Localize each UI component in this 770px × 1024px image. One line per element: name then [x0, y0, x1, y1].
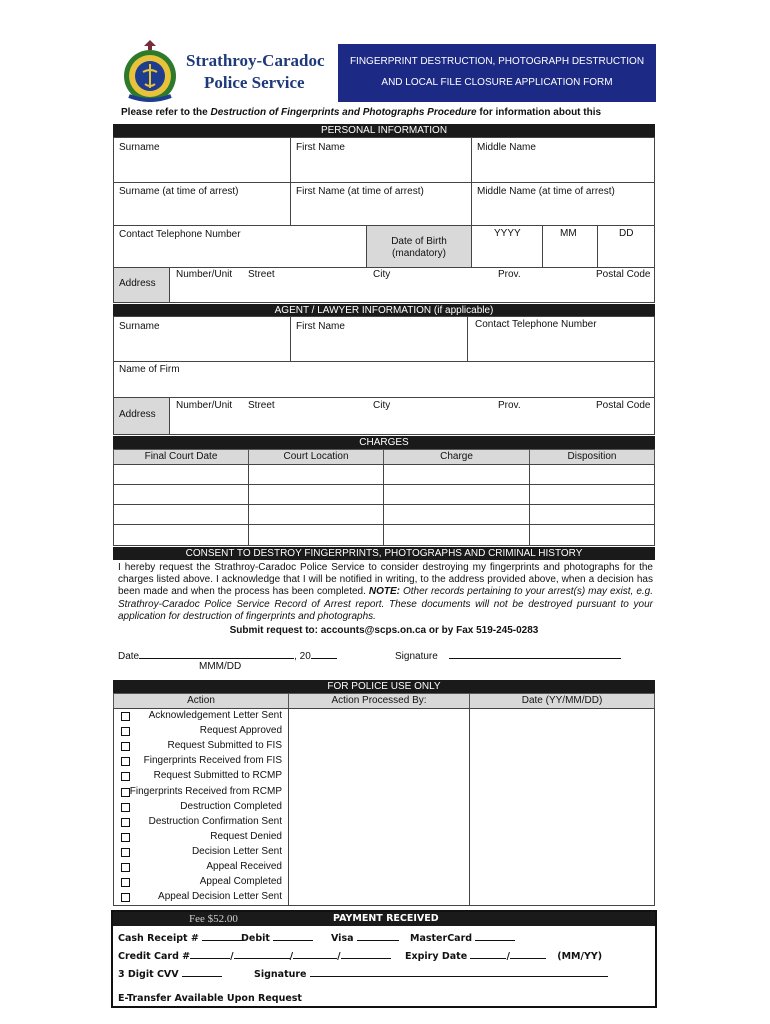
- agent-surname-field[interactable]: [113, 316, 291, 362]
- consent-signature-row: [395, 649, 621, 662]
- charges-row-4-date[interactable]: [113, 524, 249, 546]
- middle-name-arrest-label: Middle Name (at time of arrest): [477, 186, 615, 197]
- firm-name-label: Name of Firm: [119, 364, 180, 375]
- consent-text: I hereby request the Strathroy-Caradoc Police Service to consider destroying my fingerprints and photographs for the charges listed above. I acknowledge that I will be notified in writing, to the address provided above, when a decision has been made and when the process has been completed.: [118, 562, 653, 598]
- first-name-label: First Name: [296, 142, 345, 153]
- form-title-banner: [338, 44, 656, 102]
- payment-row-1: [118, 931, 244, 944]
- police-actions-divider-2: [469, 708, 470, 906]
- action-processed-by-field[interactable]: [290, 755, 468, 769]
- instruction-text: [121, 107, 601, 118]
- dob-label-line1: Date of Birth: [391, 236, 447, 247]
- action-label: Request Submitted to FIS: [167, 740, 282, 751]
- dob-day-field[interactable]: [597, 225, 655, 268]
- contact-phone-label: Contact Telephone Number: [119, 229, 241, 240]
- firm-name-field[interactable]: [113, 361, 655, 398]
- consent-submit-line: Submit request to: accounts@scps.on.ca or by Fax 519-245-0283: [229, 625, 539, 636]
- contact-phone-field[interactable]: [113, 225, 367, 268]
- debit-input[interactable]: [273, 931, 313, 941]
- charges-row-4-disposition[interactable]: [529, 524, 655, 546]
- first-name-field[interactable]: [290, 137, 472, 183]
- etransfer-note: E-Transfer Available Upon Request: [118, 993, 302, 1004]
- agent-phone-field[interactable]: [467, 316, 655, 362]
- action-date-field[interactable]: [471, 755, 653, 769]
- action-checkbox[interactable]: [121, 863, 130, 872]
- action-checkbox[interactable]: [121, 848, 130, 857]
- agent-address-label: Address: [119, 409, 156, 420]
- payment-row-2: [118, 949, 391, 962]
- action-processed-by-field[interactable]: [290, 861, 468, 875]
- agent-first-name-field[interactable]: [290, 316, 468, 362]
- credit-card-input-1[interactable]: [190, 949, 230, 959]
- payment-row-3: [118, 967, 222, 980]
- expiry-sep: /: [506, 951, 510, 962]
- action-date-field[interactable]: [471, 710, 653, 724]
- action-date-field[interactable]: [471, 891, 653, 905]
- charges-row-2-charge[interactable]: [383, 484, 530, 505]
- credit-card-input-3[interactable]: [293, 949, 337, 959]
- personal-info-bar: PERSONAL INFORMATION: [113, 124, 655, 137]
- action-label: Request Approved: [199, 725, 282, 736]
- middle-name-label: Middle Name: [477, 142, 536, 153]
- action-date-field[interactable]: [471, 801, 653, 815]
- action-label: Request Denied: [210, 831, 282, 842]
- consent-signature-input[interactable]: [449, 649, 621, 659]
- action-label: Appeal Decision Letter Sent: [158, 891, 282, 902]
- middle-name-arrest-field[interactable]: [471, 182, 655, 226]
- action-label: Appeal Completed: [199, 876, 282, 887]
- action-checkbox[interactable]: [121, 742, 130, 751]
- charges-row-2-location[interactable]: [248, 484, 384, 505]
- action-label: Decision Letter Sent: [191, 846, 282, 857]
- credit-card-input-2[interactable]: [234, 949, 290, 959]
- first-name-arrest-field[interactable]: [290, 182, 472, 226]
- visa-group: [331, 931, 399, 944]
- charges-row-1-disposition[interactable]: [529, 464, 655, 485]
- dob-year-field[interactable]: [471, 225, 543, 268]
- surname-field[interactable]: [113, 137, 291, 183]
- action-processed-by-field[interactable]: [290, 725, 468, 739]
- action-processed-by-field[interactable]: [290, 786, 468, 800]
- credit-card-label: Credit Card #: [118, 951, 191, 962]
- surname-arrest-label: Surname (at time of arrest): [119, 186, 239, 197]
- charges-header-charge: Charge: [383, 449, 530, 465]
- dob-label-line2: (mandatory): [392, 248, 446, 259]
- debit-group: [241, 931, 313, 944]
- action-checkbox[interactable]: [121, 757, 130, 766]
- address-label-cell: [113, 267, 170, 303]
- charges-row-3-date[interactable]: [113, 504, 249, 525]
- agent-first-name-label: First Name: [296, 321, 345, 332]
- action-label: Fingerprints Received from FIS: [143, 755, 282, 766]
- action-checkbox[interactable]: [121, 818, 130, 827]
- police-crest-logo: [119, 38, 181, 104]
- expiry-label: Expiry Date: [405, 951, 468, 962]
- action-date-field[interactable]: [471, 861, 653, 875]
- payment-received-bar: PAYMENT RECEIVED: [313, 912, 655, 926]
- cvv-input[interactable]: [182, 967, 222, 977]
- payment-signature-label: Signature: [254, 969, 307, 980]
- instruction-pre: Please refer to the: [121, 107, 211, 118]
- charges-row-1-location[interactable]: [248, 464, 384, 485]
- consent-date-format: MMM/DD: [199, 661, 242, 672]
- charges-row-2-disposition[interactable]: [529, 484, 655, 505]
- action-date-field[interactable]: [471, 740, 653, 754]
- credit-card-sep-1: /: [230, 951, 234, 962]
- consent-note-label: NOTE:: [368, 586, 400, 598]
- postal-code-label: Postal Code: [596, 269, 651, 280]
- payment-signature-input[interactable]: [310, 967, 608, 977]
- action-checkbox[interactable]: [121, 878, 130, 887]
- street-label: Street: [248, 269, 275, 280]
- credit-card-sep-3: /: [337, 951, 341, 962]
- address-label: Address: [119, 278, 156, 289]
- agent-city-label: City: [373, 400, 391, 411]
- dob-month-label: MM: [560, 228, 577, 239]
- action-checkbox[interactable]: [121, 803, 130, 812]
- action-date-field[interactable]: [471, 725, 653, 739]
- surname-arrest-field[interactable]: [113, 182, 291, 226]
- dob-year-label: YYYY: [494, 228, 521, 239]
- charges-row-4-location[interactable]: [248, 524, 384, 546]
- agent-postal-code-label: Postal Code: [596, 400, 651, 411]
- instruction-post: for information about this: [476, 107, 602, 118]
- debit-label: Debit: [241, 933, 270, 944]
- action-label: Destruction Confirmation Sent: [148, 816, 282, 827]
- credit-card-input-4[interactable]: [341, 949, 391, 959]
- charges-row-1-charge[interactable]: [383, 464, 530, 485]
- action-label: Destruction Completed: [180, 801, 282, 812]
- surname-label: Surname: [119, 142, 160, 153]
- prov-label: Prov.: [498, 269, 521, 280]
- charges-header-disposition: Disposition: [529, 449, 655, 465]
- charges-row-3-charge[interactable]: [383, 504, 530, 525]
- mastercard-group: [410, 931, 515, 944]
- charges-header-court-location: Court Location: [248, 449, 384, 465]
- police-actions-divider-1: [288, 708, 289, 906]
- action-label: Fingerprints Received from RCMP: [129, 786, 282, 797]
- action-date-field[interactable]: [471, 816, 653, 830]
- visa-label: Visa: [331, 933, 354, 944]
- payment-signature-group: [254, 967, 608, 980]
- charges-row-3-location[interactable]: [248, 504, 384, 525]
- action-label: Request Submitted to RCMP: [153, 770, 282, 781]
- action-processed-by-field[interactable]: [290, 816, 468, 830]
- action-checkbox[interactable]: [121, 893, 130, 902]
- consent-body: [118, 562, 653, 623]
- action-date-field[interactable]: [471, 876, 653, 890]
- action-processed-by-field[interactable]: [290, 801, 468, 815]
- consent-year-prefix: , 20: [294, 651, 311, 662]
- city-label: City: [373, 269, 391, 280]
- agent-street-label: Street: [248, 400, 275, 411]
- credit-card-sep-2: /: [289, 951, 294, 962]
- consent-year-input[interactable]: [311, 649, 337, 659]
- action-processed-by-field[interactable]: [290, 846, 468, 860]
- police-header-date: Date (YY/MM/DD): [469, 693, 655, 709]
- first-name-arrest-label: First Name (at time of arrest): [296, 186, 424, 197]
- agent-address-label-cell: [113, 397, 170, 435]
- agent-phone-label: Contact Telephone Number: [475, 319, 597, 330]
- cash-receipt-input[interactable]: [202, 931, 244, 941]
- charges-bar: CHARGES: [113, 436, 655, 449]
- action-checkbox[interactable]: [121, 727, 130, 736]
- action-processed-by-field[interactable]: [290, 740, 468, 754]
- action-processed-by-field[interactable]: [290, 710, 468, 724]
- charges-row-1-date[interactable]: [113, 464, 249, 485]
- action-processed-by-field[interactable]: [290, 876, 468, 890]
- action-date-field[interactable]: [471, 786, 653, 800]
- expiry-group: [405, 949, 602, 962]
- action-processed-by-field[interactable]: [290, 891, 468, 905]
- agent-surname-label: Surname: [119, 321, 160, 332]
- dob-month-field[interactable]: [542, 225, 598, 268]
- mastercard-label: MasterCard: [410, 933, 473, 944]
- police-header-action: Action: [113, 693, 289, 709]
- org-name-line2: Police Service: [204, 73, 305, 92]
- action-date-field[interactable]: [471, 770, 653, 784]
- consent-note-text: Other records pertaining to your arrest(s) may exist, e.g. Strathroy-Caradoc Police Service Record of Arrest report. These documents will not be destroyed pursuant to your application for destruction of fingerprints and photographs.: [118, 586, 653, 622]
- police-header-processed-by: Action Processed By:: [288, 693, 470, 709]
- visa-input[interactable]: [357, 931, 399, 941]
- form-title-line1: FINGERPRINT DESTRUCTION, PHOTOGRAPH DESTRUCTION: [349, 56, 645, 67]
- agent-prov-label: Prov.: [498, 400, 521, 411]
- consent-signature-label: Signature: [395, 651, 438, 662]
- agent-info-bar: AGENT / LAWYER INFORMATION (if applicable): [113, 304, 655, 317]
- consent-date-input[interactable]: [139, 649, 294, 659]
- action-checkbox[interactable]: [121, 788, 130, 797]
- dob-label-cell: [366, 225, 472, 268]
- action-processed-by-field[interactable]: [290, 831, 468, 845]
- number-unit-label: Number/Unit: [176, 269, 233, 280]
- charges-header-final-court-date: Final Court Date: [113, 449, 249, 465]
- consent-date-label: Date: [118, 651, 140, 662]
- charges-row-3-disposition[interactable]: [529, 504, 655, 525]
- expiry-year-input[interactable]: [510, 949, 546, 959]
- expiry-format: (MM/YY): [557, 951, 603, 962]
- action-date-field[interactable]: [471, 831, 653, 845]
- org-name-line1: Strathroy-Caradoc: [186, 51, 325, 70]
- instruction-em: Destruction of Fingerprints and Photographs Procedure: [210, 107, 477, 118]
- action-date-field[interactable]: [471, 846, 653, 860]
- agent-address-field[interactable]: [169, 397, 655, 435]
- cash-receipt-label: Cash Receipt #: [118, 933, 199, 944]
- action-checkbox[interactable]: [121, 712, 130, 721]
- consent-bar: CONSENT TO DESTROY FINGERPRINTS, PHOTOGRAPHS AND CRIMINAL HISTORY: [113, 547, 655, 560]
- address-field[interactable]: [169, 267, 655, 303]
- action-label: Appeal Received: [206, 861, 282, 872]
- action-label: Acknowledgement Letter Sent: [148, 710, 282, 721]
- charges-row-4-charge[interactable]: [383, 524, 530, 546]
- action-processed-by-field[interactable]: [290, 770, 468, 784]
- dob-day-label: DD: [619, 228, 634, 239]
- form-title-line2: AND LOCAL FILE CLOSURE APPLICATION FORM: [381, 77, 613, 88]
- mastercard-input[interactable]: [475, 931, 515, 941]
- police-use-bar: FOR POLICE USE ONLY: [113, 680, 655, 693]
- action-checkbox[interactable]: [121, 833, 130, 842]
- fee-cell: Fee $52.00: [113, 912, 314, 926]
- middle-name-field[interactable]: [471, 137, 655, 183]
- action-checkbox[interactable]: [121, 772, 130, 781]
- charges-row-2-date[interactable]: [113, 484, 249, 505]
- agent-number-unit-label: Number/Unit: [176, 400, 233, 411]
- cvv-label: 3 Digit CVV: [118, 969, 179, 980]
- expiry-month-input[interactable]: [470, 949, 506, 959]
